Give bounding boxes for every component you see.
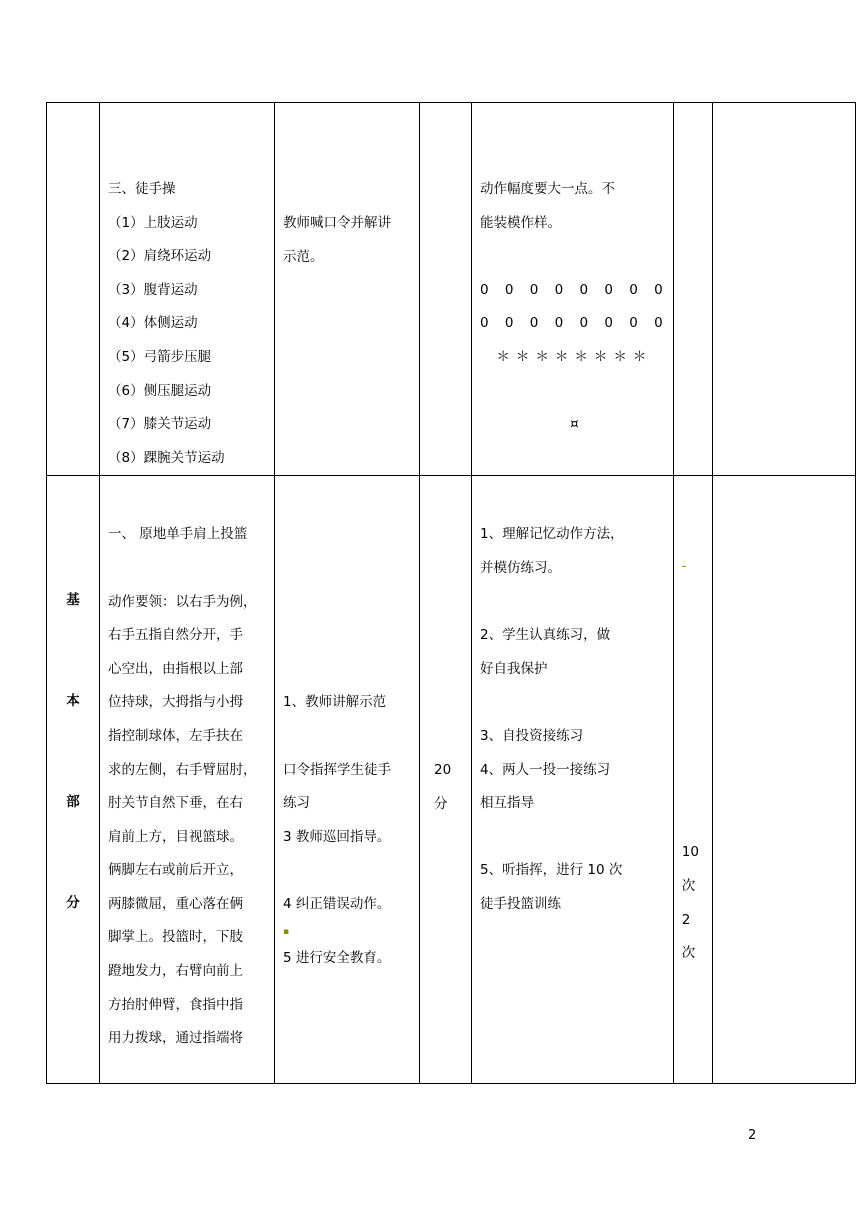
student-line: 并模仿练习。 xyxy=(480,559,561,576)
content-line: 求的左侧，右手臂屈肘， xyxy=(108,761,257,778)
student-line: 4、两人一投一接练习 xyxy=(480,761,611,778)
teacher-line: 示范。 xyxy=(283,248,324,265)
teacher-activity-cell xyxy=(275,103,420,476)
student-activity-cell xyxy=(472,103,674,476)
count-value: 2 xyxy=(681,911,691,928)
lesson-plan-table xyxy=(46,102,856,1084)
student-line: 5、听指挥，进行 10 次 xyxy=(480,862,623,879)
content-line: （7）膝关节运动 xyxy=(108,416,212,433)
content-line: （5）弓箭步压腿 xyxy=(108,348,212,365)
content-line: （2）肩绕环运动 xyxy=(108,248,212,265)
stray-mark: ▪ xyxy=(283,926,290,937)
notes-cell xyxy=(712,476,855,1084)
time-value: 20 xyxy=(434,762,452,779)
content-line: 俩脚左右或前后开立， xyxy=(108,862,243,879)
content-line: 方抬肘伸臂，食指中指 xyxy=(108,996,243,1013)
student-line: 动作幅度要大一点。不 xyxy=(480,181,615,197)
formation-row: 0 0 0 0 0 0 0 0 xyxy=(480,315,669,332)
content-line: （6）侧压腿运动 xyxy=(108,382,212,399)
teacher-position-symbol: ¤ xyxy=(570,416,579,433)
content-line: 用力拨球，通过指端将 xyxy=(108,1030,243,1047)
teacher-line: 练习 xyxy=(283,795,310,812)
content-line: （1）上肢运动 xyxy=(108,214,198,231)
content-line: 心空出，由指根以上部 xyxy=(108,660,243,677)
content-line: （4）体侧运动 xyxy=(108,315,198,332)
section-cell xyxy=(47,103,100,476)
content-line: 脚掌上。投篮时，下肢 xyxy=(108,929,243,946)
student-line: 好自我保护 xyxy=(480,660,548,677)
section-char: 分 xyxy=(66,894,80,911)
time-unit: 分 xyxy=(434,795,448,812)
teacher-line: 5 进行安全教育。 xyxy=(283,949,391,966)
content-line: 右手五指自然分开，手 xyxy=(108,627,243,644)
count-cell xyxy=(673,476,712,1084)
count-cell xyxy=(673,103,712,476)
notes-cell xyxy=(712,103,855,476)
formation-row: ＊＊＊＊＊＊＊＊ xyxy=(496,348,653,365)
section-cell xyxy=(47,476,100,1084)
teacher-line: 1、教师讲解示范 xyxy=(283,694,387,711)
teacher-line: 教师喊口令并解讲 xyxy=(283,215,391,231)
section-char: 本 xyxy=(66,693,80,710)
content-line: （3）腹背运动 xyxy=(108,281,198,298)
page-number: 2 xyxy=(748,1128,757,1143)
section-char: 基 xyxy=(66,592,80,609)
content-line: 肩前上方，目视篮球。 xyxy=(108,828,243,845)
student-line: 1、理解记忆动作方法， xyxy=(480,526,624,543)
time-cell xyxy=(420,476,472,1084)
student-line: 能装模作样。 xyxy=(480,214,561,231)
table-row xyxy=(47,103,856,476)
count-value: 10 xyxy=(681,844,699,861)
student-line: 3、自投资接练习 xyxy=(480,727,584,744)
teacher-line: 3 教师巡回指导。 xyxy=(283,828,391,845)
content-line: 蹬地发力，右臂向前上 xyxy=(108,963,243,980)
teacher-line: 口令指挥学生徒手 xyxy=(283,761,391,778)
content-line: 指控制球体，左手扶在 xyxy=(108,727,243,744)
content-line xyxy=(108,552,270,586)
student-line: 相互指导 xyxy=(480,795,534,812)
time-cell xyxy=(420,103,472,476)
content-line: 一、 原地单手肩上投篮 xyxy=(108,526,248,543)
content-line: 肘关节自然下垂，在右 xyxy=(108,795,243,812)
content-line: 三、徒手操 xyxy=(108,181,176,197)
content-line: 位持球，大拇指与小拇 xyxy=(108,694,243,711)
formation-row: 0 0 0 0 0 0 0 0 xyxy=(480,281,669,298)
content-cell xyxy=(100,103,275,476)
student-line: 2、学生认真练习，做 xyxy=(480,627,611,644)
teacher-activity-cell xyxy=(275,476,420,1084)
student-activity-cell xyxy=(472,476,674,1084)
stray-mark: - xyxy=(681,558,687,575)
content-cell xyxy=(100,476,275,1084)
section-char: 部 xyxy=(66,793,80,810)
student-line: 徒手投篮训练 xyxy=(480,895,561,912)
count-unit: 次 xyxy=(681,877,696,894)
content-line: 动作要领：以右手为例， xyxy=(108,593,257,610)
content-line: （8）踝腕关节运动 xyxy=(108,449,225,466)
content-line: 两膝微屈，重心落在俩 xyxy=(108,895,243,912)
count-unit: 次 xyxy=(681,945,696,962)
table-row xyxy=(47,476,856,1084)
teacher-line: 4 纠正错误动作。 xyxy=(283,895,391,912)
